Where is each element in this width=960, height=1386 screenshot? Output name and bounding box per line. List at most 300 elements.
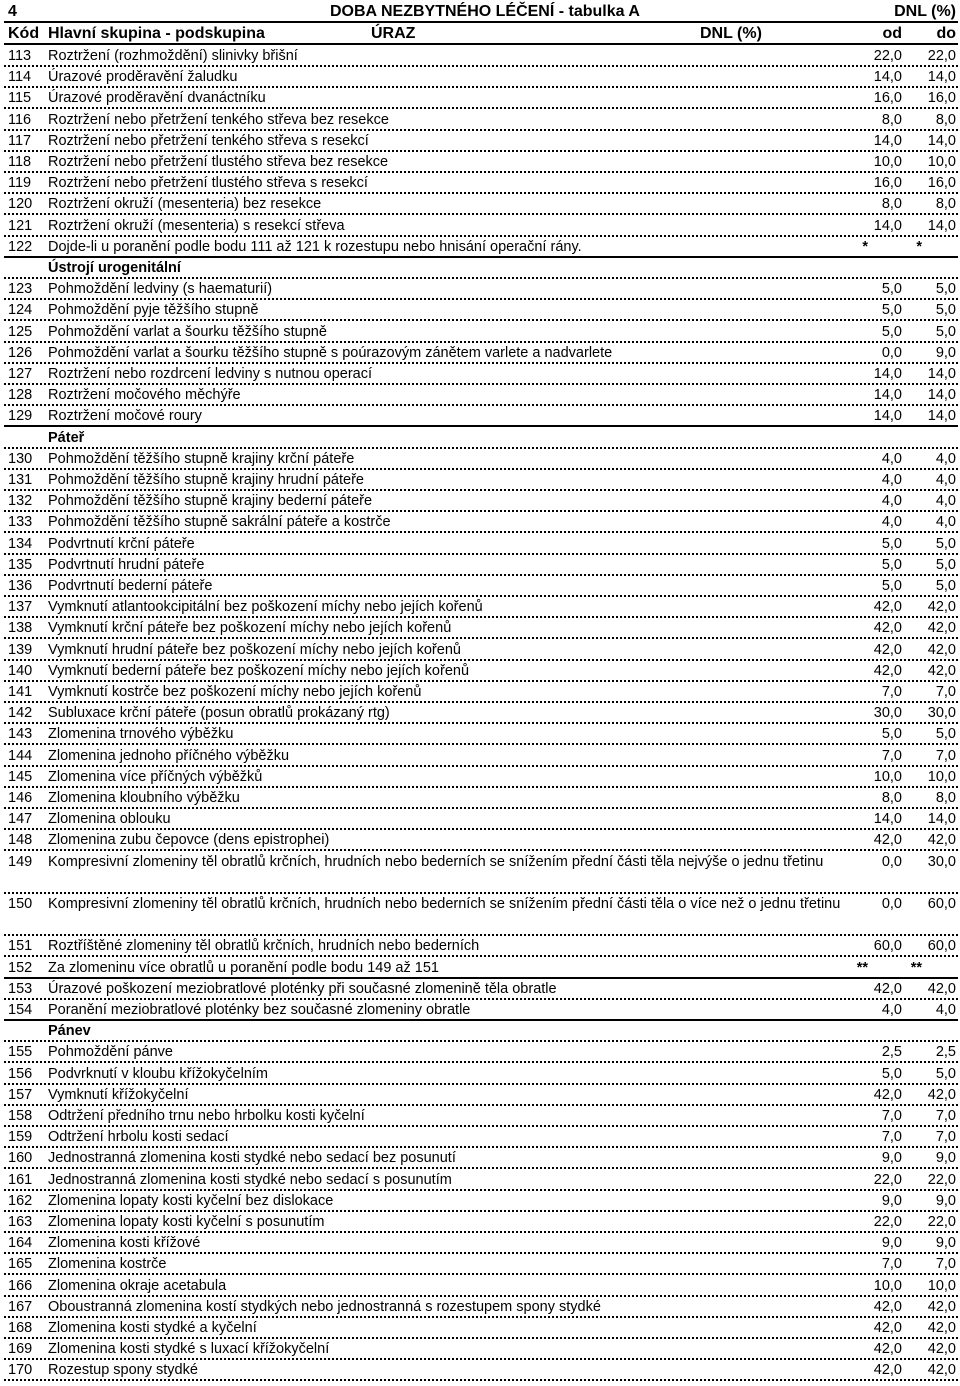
table-row	[0, 1106, 960, 1127]
table-row	[0, 173, 960, 194]
row-dnl-from: 30,0	[873, 705, 902, 722]
row-code: 119	[8, 175, 32, 192]
row-dnl-to: 9,0	[935, 344, 956, 361]
row-injury-name: Zlomenina jednoho příčného výběžku	[48, 747, 290, 764]
table-row	[0, 788, 960, 809]
row-injury-name: Pohmoždění pánve	[48, 1044, 173, 1061]
table-row	[0, 1064, 960, 1085]
row-dnl-from: 60,0	[873, 938, 902, 955]
row-dnl-to: 5,0	[935, 323, 956, 340]
row-dnl-to: 60,0	[927, 938, 956, 955]
table-row	[0, 131, 960, 152]
row-code: 155	[8, 1044, 33, 1061]
column-header-row	[0, 24, 960, 45]
row-code: 132	[8, 493, 33, 510]
row-injury-name: Kompresivní zlomeniny těl obratlů krčních, hrudních nebo bederních se snížením přední části těla o více než o jednu třetinu	[48, 896, 841, 912]
row-injury-name: Vymknutí atlantookcipitální bez poškození míchy nebo jejích kořenů	[48, 599, 483, 616]
row-dnl-to: 14,0	[927, 132, 956, 149]
row-dnl-to: 9,0	[935, 1235, 956, 1252]
table-row	[0, 682, 960, 703]
row-injury-name: Úrazové poškození meziobratlové ploténky při současné zlomenině těla obratle	[48, 980, 557, 997]
row-injury-name: Zlomenina více příčných výběžků	[48, 768, 263, 785]
table-row	[0, 640, 960, 661]
row-dnl-from: 42,0	[873, 1086, 902, 1103]
row-injury-name: Poranění meziobratlové ploténky bez současné zlomeniny obratle	[48, 1002, 471, 1018]
section-header-row	[0, 428, 960, 449]
row-dnl-from: 4,0	[881, 493, 902, 510]
row-dnl-from: 9,0	[881, 1192, 902, 1209]
row-dnl-to: 5,0	[935, 578, 956, 594]
row-injury-name: Vymknutí krční páteře bez poškození míchy nebo jejích kořenů	[48, 620, 452, 637]
row-dnl-from: 5,0	[881, 281, 902, 298]
row-injury-name: Pohmoždění varlat a šourku těžšího stupně s poúrazovým zánětem varlete a nadvarlete	[48, 344, 613, 361]
row-injury-name: Zlomenina kostrče	[48, 1256, 167, 1273]
row-dnl-to: 5,0	[935, 1065, 956, 1082]
row-injury-name: Pohmoždění varlat a šourku těžšího stupně	[48, 323, 327, 340]
row-dnl-to: 14,0	[927, 217, 956, 234]
section-title: Pánev	[48, 1023, 91, 1040]
row-injury-name: Odtržení hrbolu kosti sedací	[48, 1129, 229, 1146]
table-row	[0, 110, 960, 131]
row-dnl-to: 4,0	[935, 514, 956, 531]
row-code: 135	[8, 556, 33, 573]
col-dnl-header: DNL (%)	[700, 25, 762, 42]
row-code: 113	[8, 48, 32, 64]
row-dnl-to: 22,0	[927, 48, 956, 64]
row-code: 165	[8, 1256, 33, 1273]
row-code: 146	[8, 790, 33, 806]
table-row	[0, 194, 960, 215]
row-dnl-to: 10,0	[927, 768, 956, 785]
row-code: 151	[8, 938, 33, 955]
row-dnl-to: 7,0	[935, 1108, 956, 1124]
row-dnl-to: 14,0	[927, 811, 956, 828]
row-code: 114	[8, 69, 32, 86]
col-code-header: Kód	[8, 25, 40, 42]
row-dnl-to: **	[910, 959, 922, 976]
row-code: 142	[8, 705, 33, 722]
table-row	[0, 385, 960, 406]
row-dnl-to: 4,0	[935, 1002, 956, 1018]
table-row	[0, 852, 960, 894]
row-code: 163	[8, 1214, 33, 1230]
row-dnl-from: 42,0	[873, 832, 902, 849]
row-code: 134	[8, 535, 33, 552]
row-code: 149	[8, 853, 33, 870]
row-code: 124	[8, 302, 33, 319]
row-dnl-to: *	[916, 238, 922, 255]
row-injury-name: Roztržení nebo přetržení tenkého střeva bez resekce	[48, 111, 389, 128]
row-dnl-to: 42,0	[927, 1341, 956, 1358]
row-dnl-to: 22,0	[927, 1214, 956, 1230]
row-dnl-from: 7,0	[881, 1129, 902, 1146]
row-injury-name: Pohmoždění těžšího stupně krajiny hrudní páteře	[48, 472, 364, 488]
table-row	[0, 1297, 960, 1318]
row-dnl-to: 14,0	[927, 408, 956, 425]
section-title: Páteř	[48, 429, 85, 446]
section-header-row	[0, 258, 960, 279]
row-code: 159	[8, 1129, 33, 1146]
row-code: 147	[8, 811, 33, 828]
row-dnl-to: 42,0	[927, 620, 956, 637]
row-injury-name: Pohmoždění těžšího stupně sakrální páteře a kostrče	[48, 514, 391, 531]
row-code: 139	[8, 641, 33, 658]
row-dnl-to: 5,0	[935, 302, 956, 319]
table-row	[0, 830, 960, 851]
row-dnl-from: 5,0	[881, 1065, 902, 1082]
row-dnl-from: 4,0	[881, 472, 902, 488]
row-code: 158	[8, 1108, 33, 1124]
table-row	[0, 597, 960, 618]
row-dnl-to: 16,0	[927, 175, 956, 192]
row-dnl-from: 22,0	[873, 1214, 902, 1230]
table-row	[0, 322, 960, 343]
row-dnl-from: 42,0	[873, 1341, 902, 1358]
row-injury-name: Podvrknutí v kloubu křížokyčelním	[48, 1065, 269, 1082]
table-row	[0, 1212, 960, 1233]
row-injury-name: Vymknutí hrudní páteře bez poškození míchy nebo jejích kořenů	[48, 641, 461, 658]
table-row	[0, 449, 960, 470]
row-injury-name: Roztržení nebo přetržení tlustého střeva bez resekce	[48, 154, 389, 170]
table-row	[0, 979, 960, 1000]
row-dnl-from: 42,0	[873, 1320, 902, 1336]
table-row	[0, 1042, 960, 1063]
table-row	[0, 1148, 960, 1169]
row-dnl-from: 16,0	[873, 175, 902, 192]
row-code: 123	[8, 281, 33, 298]
row-code: 152	[8, 959, 33, 976]
table-row	[0, 1318, 960, 1339]
table-row	[0, 237, 960, 258]
row-dnl-from: 0,0	[881, 896, 902, 912]
row-injury-name: Roztržení nebo přetržení tlustého střeva s resekcí	[48, 175, 368, 192]
row-dnl-from: 14,0	[873, 811, 902, 828]
row-dnl-from: 10,0	[873, 1277, 902, 1294]
row-dnl-to: 14,0	[927, 69, 956, 86]
row-injury-name: Roztříštěné zlomeniny těl obratlů krčních, hrudních nebo bederních	[48, 938, 480, 955]
row-injury-name: Podvrtnutí hrudní páteře	[48, 556, 205, 573]
row-dnl-from: 0,0	[881, 853, 902, 870]
row-dnl-to: 5,0	[935, 556, 956, 573]
table-row	[0, 746, 960, 767]
row-injury-name: Zlomenina kloubního výběžku	[48, 790, 240, 806]
table-row	[0, 470, 960, 491]
row-injury-name: Kompresivní zlomeniny těl obratlů krčních, hrudních nebo bederních se snížením přední části těla nejvýše o jednu třetinu	[48, 853, 824, 870]
row-dnl-to: 42,0	[927, 1298, 956, 1315]
row-injury-name: Zlomenina lopaty kosti kyčelní bez dislokace	[48, 1192, 334, 1209]
row-code: 118	[8, 154, 32, 170]
table-row	[0, 1127, 960, 1148]
table-row	[0, 767, 960, 788]
row-code: 126	[8, 344, 33, 361]
row-injury-name: Zlomenina oblouku	[48, 811, 171, 828]
col-group-header: Hlavní skupina - podskupina	[48, 25, 265, 42]
row-injury-name: Zlomenina kosti křížové	[48, 1235, 201, 1252]
row-dnl-to: 16,0	[927, 90, 956, 107]
row-dnl-from: 8,0	[881, 196, 902, 213]
row-code: 121	[8, 217, 33, 234]
table-row	[0, 1191, 960, 1212]
row-dnl-to: 9,0	[935, 1192, 956, 1209]
table-row	[0, 67, 960, 88]
row-injury-name: Zlomenina okraje acetabula	[48, 1277, 227, 1294]
row-code: 131	[8, 472, 33, 488]
table-title: DOBA NEZBYTNÉHO LÉČENÍ - tabulka A	[330, 3, 640, 20]
section-header-row	[0, 1021, 960, 1042]
row-code: 161	[8, 1171, 33, 1188]
row-dnl-to: 42,0	[927, 641, 956, 658]
row-injury-name: Zlomenina trnového výběžku	[48, 726, 234, 743]
row-dnl-from: 4,0	[881, 1002, 902, 1018]
row-code: 129	[8, 408, 33, 425]
page-number: 4	[8, 3, 17, 20]
row-dnl-to: 42,0	[927, 980, 956, 997]
table-row	[0, 894, 960, 936]
row-dnl-to: 4,0	[935, 493, 956, 510]
row-dnl-from: 5,0	[881, 578, 902, 594]
row-injury-name: Pohmoždění těžšího stupně krajiny krční páteře	[48, 450, 355, 467]
row-injury-name: Podvrtnutí bederní páteře	[48, 578, 213, 594]
row-dnl-to: 30,0	[927, 705, 956, 722]
row-dnl-to: 42,0	[927, 1320, 956, 1336]
table-row	[0, 1339, 960, 1360]
table-row	[0, 534, 960, 555]
row-dnl-to: 8,0	[935, 111, 956, 128]
col-injury-header: ÚRAZ	[371, 25, 416, 42]
row-dnl-to: 2,5	[935, 1044, 956, 1061]
row-injury-name: Vymknutí kostrče bez poškození míchy nebo jejích kořenů	[48, 684, 422, 700]
row-injury-name: Zlomenina kosti stydké s luxací křížokyčelní	[48, 1341, 330, 1358]
row-code: 156	[8, 1065, 33, 1082]
table-row	[0, 936, 960, 957]
row-dnl-from: 42,0	[873, 620, 902, 637]
row-code: 136	[8, 578, 33, 594]
row-code: 168	[8, 1320, 33, 1336]
table-row	[0, 618, 960, 639]
row-code: 153	[8, 980, 33, 997]
table-row	[0, 724, 960, 745]
row-dnl-to: 10,0	[927, 1277, 956, 1294]
table-row	[0, 958, 960, 979]
row-dnl-from: 10,0	[873, 154, 902, 170]
row-dnl-to: 9,0	[935, 1150, 956, 1167]
table-row	[0, 1170, 960, 1191]
row-injury-name: Roztržení močové roury	[48, 408, 202, 425]
row-code: 160	[8, 1150, 33, 1167]
table-row	[0, 576, 960, 597]
row-injury-name: Zlomenina zubu čepovce (dens epistrophei)	[48, 832, 330, 849]
row-dnl-from: 7,0	[881, 684, 902, 700]
row-code: 164	[8, 1235, 33, 1252]
row-dnl-to: 7,0	[935, 684, 956, 700]
row-dnl-to: 10,0	[927, 154, 956, 170]
row-code: 148	[8, 832, 33, 849]
row-dnl-to: 8,0	[935, 196, 956, 213]
row-dnl-from: 5,0	[881, 556, 902, 573]
row-dnl-from: 5,0	[881, 302, 902, 319]
row-dnl-from: 42,0	[873, 980, 902, 997]
row-code: 162	[8, 1192, 33, 1209]
row-dnl-from: 8,0	[881, 111, 902, 128]
row-dnl-from: 9,0	[881, 1150, 902, 1167]
row-code: 128	[8, 387, 33, 404]
row-injury-name: Roztržení močového měchýře	[48, 387, 241, 404]
col-to-header: do	[936, 25, 956, 42]
row-injury-name: Jednostranná zlomenina kosti stydké nebo sedací s posunutím	[48, 1171, 452, 1188]
table-row	[0, 1276, 960, 1297]
row-code: 145	[8, 768, 33, 785]
row-dnl-from: 14,0	[873, 366, 902, 382]
col-from-header: od	[882, 25, 902, 42]
row-injury-name: Pohmoždění těžšího stupně krajiny bederní páteře	[48, 493, 373, 510]
table-row	[0, 555, 960, 576]
row-dnl-from: 14,0	[873, 132, 902, 149]
row-code: 140	[8, 662, 33, 679]
row-dnl-from: 10,0	[873, 768, 902, 785]
row-dnl-to: 42,0	[927, 832, 956, 849]
row-injury-name: Odtržení předního trnu nebo hrbolku kosti kyčelní	[48, 1108, 365, 1124]
row-dnl-from: 5,0	[881, 535, 902, 552]
row-dnl-from: 42,0	[873, 641, 902, 658]
row-injury-name: Rozestup spony stydké	[48, 1362, 198, 1379]
row-injury-name: Pohmoždění pyje těžšího stupně	[48, 302, 259, 319]
table-row	[0, 512, 960, 533]
row-dnl-from: 7,0	[881, 1256, 902, 1273]
row-dnl-to: 60,0	[927, 896, 956, 912]
row-injury-name: Roztržení nebo rozdrcení ledviny s nutnou operací	[48, 366, 373, 382]
table-row	[0, 661, 960, 682]
table-row	[0, 491, 960, 512]
row-dnl-to: 14,0	[927, 387, 956, 404]
row-dnl-to: 22,0	[927, 1171, 956, 1188]
row-dnl-from: 2,5	[881, 1044, 902, 1061]
row-code: 166	[8, 1277, 33, 1294]
row-dnl-to: 42,0	[927, 662, 956, 679]
row-dnl-to: 30,0	[927, 853, 956, 870]
row-dnl-from: 5,0	[881, 323, 902, 340]
row-code: 116	[8, 111, 32, 128]
table-row	[0, 46, 960, 67]
row-injury-name: Jednostranná zlomenina kosti stydké nebo sedací bez posunutí	[48, 1150, 456, 1167]
row-code: 122	[8, 238, 33, 255]
row-dnl-to: 14,0	[927, 366, 956, 382]
row-dnl-to: 42,0	[927, 599, 956, 616]
table-row	[0, 300, 960, 321]
section-title: Ústrojí urogenitální	[48, 260, 181, 276]
row-dnl-from: 14,0	[873, 387, 902, 404]
row-dnl-from: 42,0	[873, 1298, 902, 1315]
table-row	[0, 1360, 960, 1381]
row-code: 115	[8, 90, 32, 107]
row-injury-name: Vymknutí křížokyčelní	[48, 1086, 189, 1103]
row-dnl-from: 42,0	[873, 599, 902, 616]
row-injury-name: Roztržení okruží (mesenteria) s resekcí střeva	[48, 217, 345, 234]
row-dnl-from: 5,0	[881, 726, 902, 743]
row-injury-name: Podvrtnutí krční páteře	[48, 535, 195, 552]
row-dnl-to: 5,0	[935, 535, 956, 552]
row-dnl-from: 16,0	[873, 90, 902, 107]
row-code: 170	[8, 1362, 33, 1379]
row-dnl-from: *	[862, 238, 868, 255]
row-dnl-from: 4,0	[881, 450, 902, 467]
row-code: 167	[8, 1298, 33, 1315]
row-dnl-to: 7,0	[935, 1129, 956, 1146]
row-dnl-from: 4,0	[881, 514, 902, 531]
row-dnl-from: 14,0	[873, 69, 902, 86]
table-row	[0, 1233, 960, 1254]
row-dnl-from: 22,0	[873, 1171, 902, 1188]
row-injury-name: Roztržení nebo přetržení tenkého střeva s resekcí	[48, 132, 369, 149]
row-dnl-to: 4,0	[935, 472, 956, 488]
row-injury-name: Za zlomeninu více obratlů u poranění podle bodu 149 až 151	[48, 959, 439, 976]
row-dnl-from: 0,0	[881, 344, 902, 361]
table-row	[0, 88, 960, 109]
row-injury-name: Roztržení okruží (mesenteria) bez resekce	[48, 196, 322, 213]
row-injury-name: Úrazové proděravění žaludku	[48, 69, 238, 86]
row-code: 137	[8, 599, 33, 616]
row-dnl-from: **	[856, 959, 868, 976]
table-row	[0, 343, 960, 364]
row-code: 144	[8, 747, 33, 764]
table-row	[0, 1254, 960, 1275]
table-row	[0, 1085, 960, 1106]
row-injury-name: Oboustranná zlomenina kostí stydkých nebo jednostranná s rozestupem spony stydké	[48, 1298, 601, 1315]
row-code: 169	[8, 1341, 33, 1358]
row-injury-name: Dojde-li u poranění podle bodu 111 až 121 k rozestupu nebo hnisání operační rány.	[48, 238, 582, 255]
row-dnl-from: 9,0	[881, 1235, 902, 1252]
table-row	[0, 1000, 960, 1021]
row-dnl-from: 42,0	[873, 662, 902, 679]
row-dnl-to: 4,0	[935, 450, 956, 467]
row-code: 117	[8, 132, 32, 149]
title-row	[0, 2, 960, 23]
row-code: 138	[8, 620, 33, 637]
row-injury-name: Subluxace krční páteře (posun obratlů prokázaný rtg)	[48, 705, 390, 722]
row-dnl-to: 42,0	[927, 1086, 956, 1103]
table-row	[0, 216, 960, 237]
row-injury-name: Zlomenina lopaty kosti kyčelní s posunutím	[48, 1214, 325, 1230]
row-dnl-from: 8,0	[881, 790, 902, 806]
row-injury-name: Zlomenina kosti stydké a kyčelní	[48, 1320, 257, 1336]
row-injury-name: Pohmoždění ledviny (s haematurií)	[48, 281, 273, 298]
row-code: 150	[8, 896, 33, 912]
row-injury-name: Roztržení (rozhmoždění) slinivky břišní	[48, 48, 298, 64]
row-code: 127	[8, 366, 33, 382]
row-code: 130	[8, 450, 33, 467]
row-dnl-from: 42,0	[873, 1362, 902, 1379]
row-dnl-to: 5,0	[935, 726, 956, 743]
row-dnl-to: 7,0	[935, 1256, 956, 1273]
row-injury-name: Úrazové proděravění dvanáctníku	[48, 90, 266, 107]
title-dnl-label: DNL (%)	[894, 3, 956, 20]
row-dnl-to: 7,0	[935, 747, 956, 764]
row-dnl-to: 5,0	[935, 281, 956, 298]
row-dnl-to: 42,0	[927, 1362, 956, 1379]
row-code: 141	[8, 684, 33, 700]
table-row	[0, 279, 960, 300]
row-code: 154	[8, 1002, 33, 1018]
row-injury-name: Vymknutí bederní páteře bez poškození míchy nebo jejích kořenů	[48, 662, 470, 679]
row-code: 157	[8, 1086, 33, 1103]
row-code: 125	[8, 323, 33, 340]
table-row	[0, 703, 960, 724]
row-dnl-to: 8,0	[935, 790, 956, 806]
row-code: 120	[8, 196, 33, 213]
table-row	[0, 152, 960, 173]
row-code: 143	[8, 726, 33, 743]
row-code: 133	[8, 514, 33, 531]
table-row	[0, 406, 960, 427]
